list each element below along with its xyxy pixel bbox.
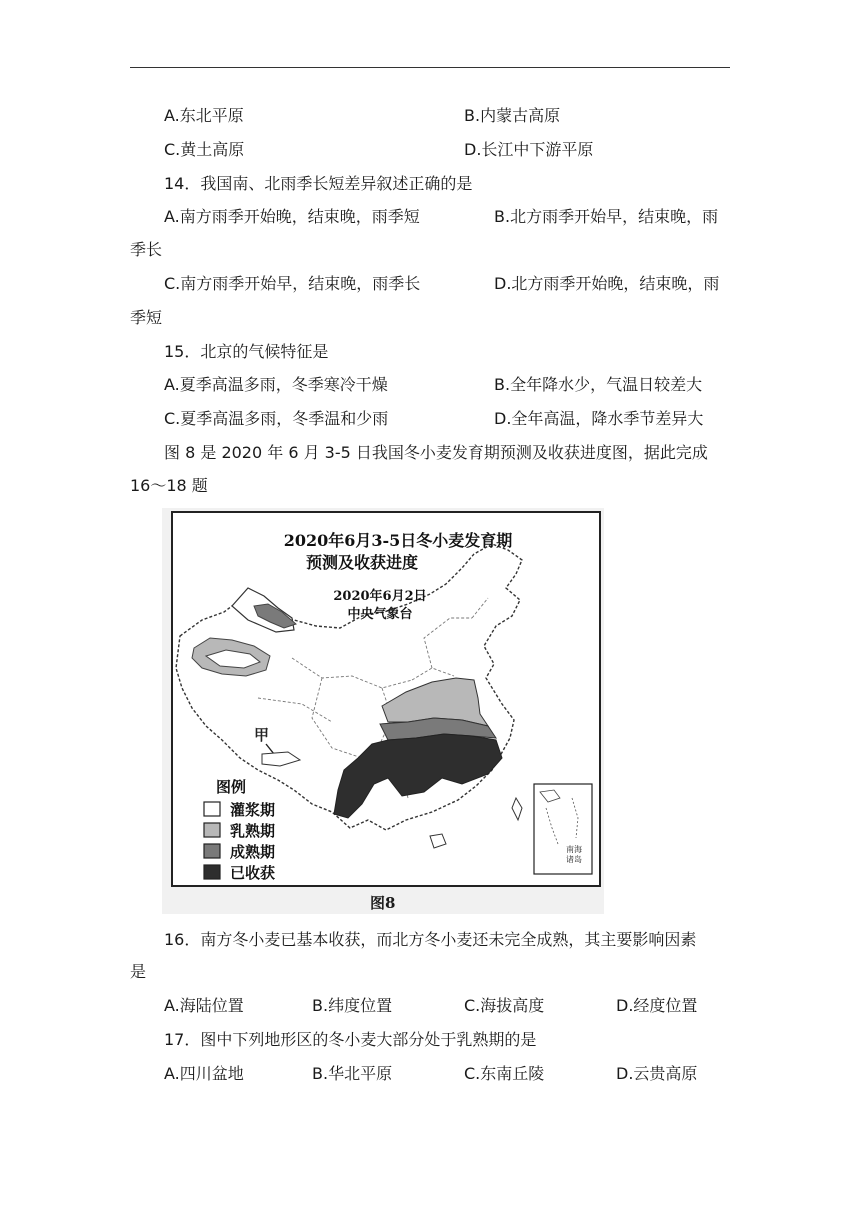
q13-option-b: B.内蒙古高原: [464, 106, 561, 125]
figure-intro: 图 8 是 2020 年 6 月 3-5 日我国冬小麦发育期预测及收获进度图，据此完成: [164, 443, 708, 462]
map-title-line1: 2020年6月3-5日冬小麦发育期: [283, 531, 513, 550]
q13-option-a: A.东北平原: [164, 106, 244, 125]
figure-intro-cont: 16～18 题: [130, 476, 208, 495]
q14-option-c: C.南方雨季开始早，结束晚，雨季长: [164, 274, 421, 293]
q17-option-c: C.东南丘陵: [464, 1064, 545, 1083]
legend-swatch-2: [204, 844, 220, 858]
legend-label-0: 灌浆期: [230, 801, 276, 819]
q15-option-c: C.夏季高温多雨，冬季温和少雨: [164, 409, 389, 428]
legend-label-3: 已收获: [230, 864, 276, 882]
q16-stem-cont: 是: [130, 962, 147, 981]
header-rule: [130, 67, 730, 68]
map-title-line2: 预测及收获进度: [305, 553, 419, 572]
legend-swatch-3: [204, 865, 220, 879]
south-china-sea-inset: [534, 784, 592, 874]
q17-option-a: A.四川盆地: [164, 1064, 244, 1083]
q17-option-d: D.云贵高原: [616, 1064, 698, 1083]
q14-option-d-cont: 季短: [130, 308, 163, 327]
map-agency: 中央气象台: [347, 607, 413, 622]
inset-label: 南海诸岛: [566, 845, 582, 864]
wheat-map-figure: [162, 508, 604, 914]
legend-label-1: 乳熟期: [230, 822, 276, 840]
q16-option-b: B.纬度位置: [312, 996, 393, 1015]
q14-option-b: B.北方雨季开始早，结束晚，雨: [494, 207, 719, 226]
wheat-map: [162, 508, 604, 914]
q13-option-d: D.长江中下游平原: [464, 140, 594, 159]
map-date: 2020年6月2日: [333, 589, 427, 604]
q14-stem: 14．我国南、北雨季长短差异叙述正确的是: [164, 174, 473, 193]
figure-caption: 图8: [370, 894, 396, 912]
q16-option-d: D.经度位置: [616, 996, 698, 1015]
q15-option-a: A.夏季高温多雨，冬季寒冷干燥: [164, 375, 388, 394]
legend-swatch-1: [204, 823, 220, 837]
q15-stem: 15．北京的气候特征是: [164, 342, 329, 361]
q14-option-a: A.南方雨季开始晚，结束晚，雨季短: [164, 207, 420, 226]
marker-jia: 甲: [254, 726, 270, 744]
q16-option-c: C.海拔高度: [464, 996, 545, 1015]
q17-option-b: B.华北平原: [312, 1064, 393, 1083]
legend-title: 图例: [216, 778, 247, 796]
legend-label-2: 成熟期: [230, 843, 276, 861]
q14-option-b-cont: 季长: [130, 240, 163, 259]
q15-option-b: B.全年降水少，气温日较差大: [494, 375, 703, 394]
q14-option-d: D.北方雨季开始晚，结束晚，雨: [494, 274, 720, 293]
q16-option-a: A.海陆位置: [164, 996, 244, 1015]
q15-option-d: D.全年高温，降水季节差异大: [494, 409, 704, 428]
legend-swatch-0: [204, 802, 220, 816]
q17-stem: 17．图中下列地形区的冬小麦大部分处于乳熟期的是: [164, 1030, 537, 1049]
q16-stem: 16．南方冬小麦已基本收获，而北方冬小麦还未完全成熟，其主要影响因素: [164, 930, 697, 949]
q13-option-c: C.黄土高原: [164, 140, 245, 159]
